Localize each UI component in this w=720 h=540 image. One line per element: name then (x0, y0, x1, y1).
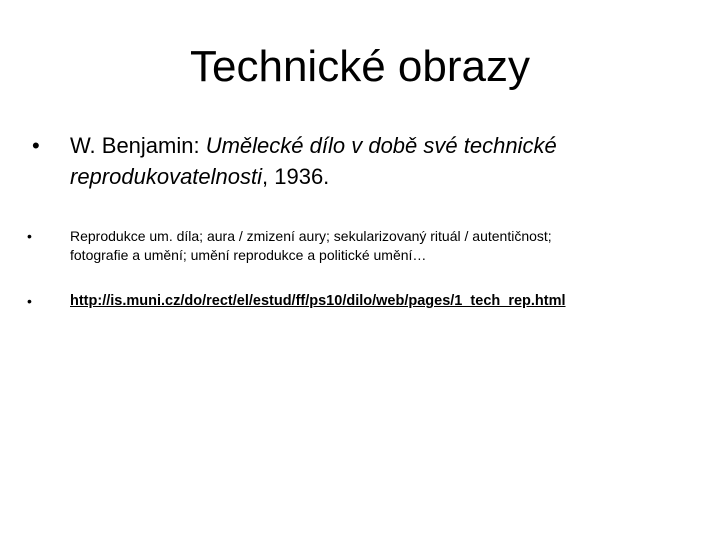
bullet-marker: • (32, 133, 40, 158)
year-suffix: , 1936. (262, 164, 330, 189)
slide-title: Technické obrazy (190, 42, 530, 91)
work-title-line1: Umělecké dílo v době své technické (205, 133, 557, 158)
source-link[interactable]: http://is.muni.cz/do/rect/el/estud/ff/ps10/dilo/web/pages/1_tech_rep.html (70, 293, 566, 309)
topics-line1: Reprodukce um. díla; aura / zmizení aury; sekularizovaný rituál / autentičnost; (70, 228, 552, 244)
author-label: W. Benjamin: (70, 133, 206, 158)
bullet-marker: • (27, 228, 32, 244)
bullet-marker: • (27, 293, 32, 309)
work-title-line2: reprodukovatelnosti (70, 164, 263, 189)
link-container (70, 292, 690, 311)
topics-line2: fotografie a umění; umění reprodukce a politické umění… (70, 247, 427, 263)
topics-text (70, 227, 690, 265)
bullet-text (70, 130, 690, 192)
